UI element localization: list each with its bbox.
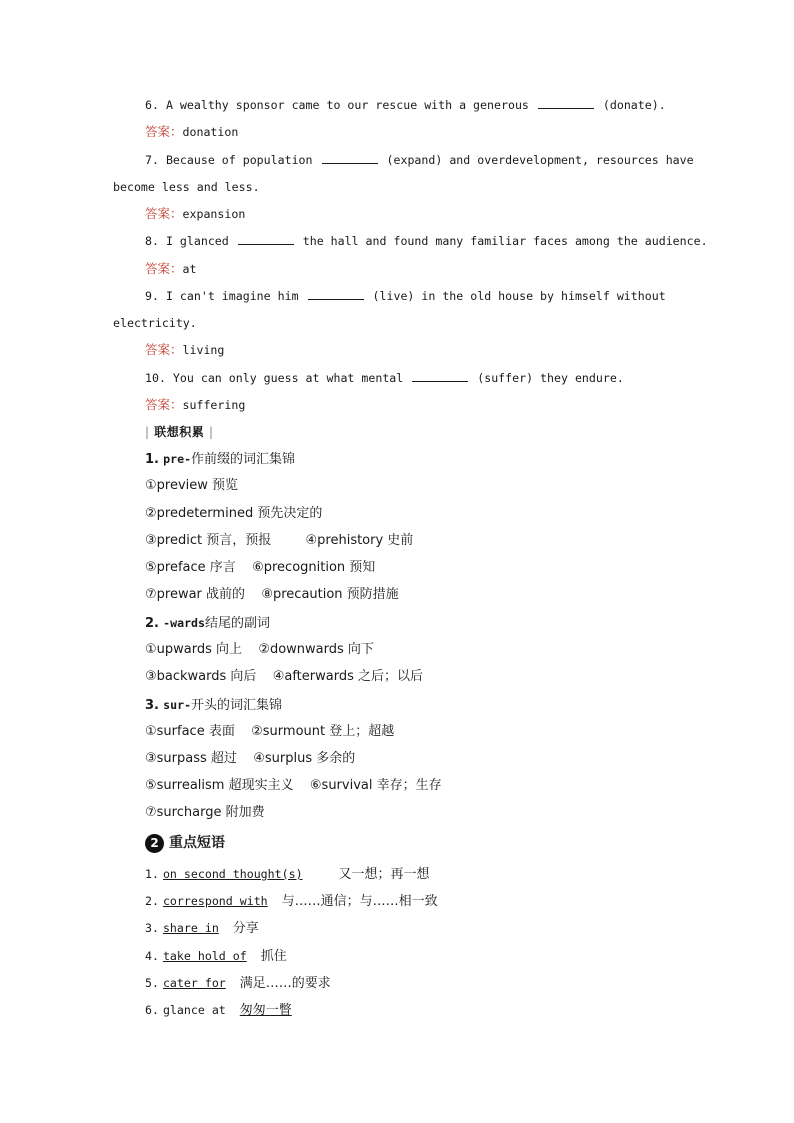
list-item-row — [145, 751, 355, 767]
group-prefix: pre- — [163, 452, 192, 466]
group-number: 2. — [145, 616, 159, 631]
exercise-8 — [145, 233, 708, 249]
question-text: 6. A wealthy sponsor came to our rescue with a generous — [145, 98, 529, 112]
answer-blank — [538, 97, 594, 109]
phrase-en: cater for — [162, 976, 226, 990]
list-item-row — [145, 778, 442, 794]
phrase-zh: 满足……的要求 — [239, 976, 331, 991]
list-item: ⑥precognition 预知 — [252, 560, 376, 575]
group-2-heading — [145, 615, 270, 632]
phrase-number: 2. — [145, 894, 159, 908]
list-item: ⑧precaution 预防措施 — [261, 587, 399, 602]
question-text: 8. I glanced — [145, 234, 229, 248]
phrase-zh: 匆匆一瞥 — [239, 1003, 292, 1018]
list-item: ②surmount 登上；超越 — [251, 724, 395, 739]
phrase-row — [145, 866, 430, 883]
question-text: (live) in the old house by himself without — [372, 289, 666, 303]
phrase-number: 6. — [145, 1003, 159, 1017]
exercise-9 — [145, 288, 666, 304]
question-text: 7. Because of population — [145, 153, 313, 167]
phrase-en: glance at — [162, 1003, 226, 1017]
answer-label: 答案： — [145, 261, 183, 276]
answer-value: donation — [182, 125, 239, 139]
question-text: the hall and found many familiar faces among the audience. — [302, 234, 708, 248]
exercise-7 — [145, 152, 694, 168]
answer-label: 答案： — [145, 124, 183, 139]
list-item-row — [145, 669, 423, 685]
section-number-badge: 2 — [145, 834, 164, 853]
list-item: ①surface 表面 — [145, 724, 235, 739]
list-item: ⑦surcharge 附加费 — [145, 805, 265, 820]
group-number: 3. — [145, 698, 159, 713]
list-item: ⑤preface 序言 — [145, 560, 236, 575]
phrase-row — [145, 948, 287, 965]
answer-label: 答案： — [145, 397, 183, 412]
answer-8 — [145, 261, 196, 277]
group-3-heading — [145, 697, 282, 714]
list-item-row — [145, 560, 375, 576]
list-item-row — [145, 587, 399, 603]
list-item: ③surpass 超过 — [145, 751, 237, 766]
exercise-10 — [145, 370, 624, 386]
list-item: ①upwards 向上 — [145, 642, 243, 657]
phrase-zh: 抓住 — [260, 949, 287, 964]
list-item: ④afterwards 之后；以后 — [272, 669, 423, 684]
phrase-row — [145, 920, 259, 937]
phrase-row — [145, 975, 331, 992]
question-text: 10. You can only guess at what mental — [145, 371, 404, 385]
group-number: 1. — [145, 452, 159, 467]
list-item: ③backwards 向后 — [145, 669, 257, 684]
question-text: (donate). — [602, 98, 666, 112]
list-item: ⑤surrealism 超现实主义 — [145, 778, 294, 793]
phrases-heading — [145, 833, 225, 853]
list-item-row — [145, 642, 374, 658]
exercise-9-continued: electricity. — [113, 316, 197, 330]
list-item: ②downwards 向下 — [258, 642, 374, 657]
answer-value: at — [182, 262, 197, 276]
answer-value: suffering — [182, 398, 246, 412]
group-title: 结尾的副词 — [205, 616, 271, 631]
phrase-zh: 分享 — [232, 921, 259, 936]
phrase-number: 1. — [145, 867, 159, 881]
list-item-row — [145, 724, 394, 740]
tag-bracket: | — [208, 425, 214, 439]
answer-label: 答案： — [145, 342, 183, 357]
phrase-en: on second thought(s) — [162, 867, 303, 881]
phrase-zh: 又一想；再一想 — [338, 867, 430, 882]
phrase-row — [145, 1002, 292, 1019]
answer-7 — [145, 206, 245, 222]
answer-value: expansion — [182, 207, 246, 221]
phrase-row — [145, 893, 438, 910]
group-prefix: sur- — [163, 698, 192, 712]
answer-6 — [145, 124, 238, 140]
phrase-number: 3. — [145, 921, 159, 935]
phrase-en: take hold of — [162, 949, 247, 963]
answer-label: 答案： — [145, 206, 183, 221]
question-text: 9. I can't imagine him — [145, 289, 299, 303]
list-item: ①preview 预览 — [145, 478, 239, 493]
list-item: ②predetermined 预先决定的 — [145, 506, 323, 521]
exercise-7-continued: become less and less. — [113, 180, 260, 194]
phrase-en: correspond with — [162, 894, 268, 908]
group-title: 作前缀的词汇集锦 — [191, 452, 296, 467]
answer-blank — [308, 288, 364, 300]
list-item: ④prehistory 史前 — [305, 533, 414, 548]
list-item: ④surplus 多余的 — [253, 751, 356, 766]
exercise-6 — [145, 97, 666, 113]
assoc-tag — [145, 424, 213, 440]
list-item: ⑦prewar 战前的 — [145, 587, 246, 602]
answer-blank — [412, 370, 468, 382]
list-item: ⑥survival 幸存；生存 — [309, 778, 442, 793]
answer-value: living — [182, 343, 225, 357]
question-text: (expand) and overdevelopment, resources have — [386, 153, 694, 167]
phrase-number: 5. — [145, 976, 159, 990]
answer-10 — [145, 397, 245, 413]
tag-bracket: | — [145, 425, 150, 439]
phrase-zh: 与……通信；与……相一致 — [281, 894, 438, 909]
list-item: ③predict 预言，预报 — [145, 533, 272, 548]
assoc-tag-label: 联想积累 — [154, 425, 205, 439]
group-prefix: -wards — [163, 616, 206, 630]
question-text: (suffer) they endure. — [477, 371, 624, 385]
phrase-en: share in — [162, 921, 219, 935]
section-title: 重点短语 — [169, 835, 225, 851]
phrase-number: 4. — [145, 949, 159, 963]
answer-blank — [238, 233, 294, 245]
answer-9 — [145, 342, 224, 358]
group-1-heading — [145, 451, 295, 468]
list-item-row — [145, 533, 413, 549]
group-title: 开头的词汇集锦 — [191, 698, 283, 713]
answer-blank — [322, 152, 378, 164]
